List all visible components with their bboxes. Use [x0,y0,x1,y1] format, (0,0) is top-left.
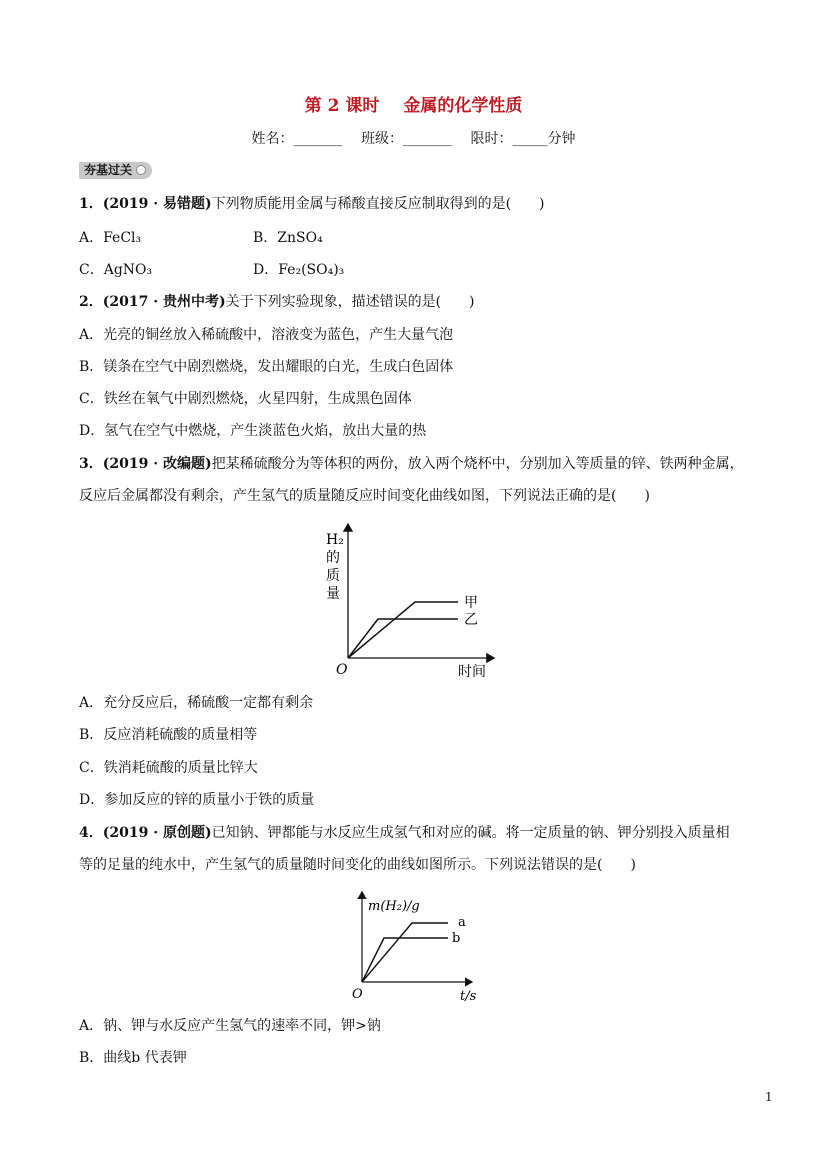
y-label-line-3: 质 [326,568,340,584]
y-label-line-4: 量 [326,586,340,602]
question-source: (2017 · 贵州中考) [102,294,226,310]
q1-option-c: C．AgNO₃ [79,262,153,278]
q3-option-d: D．参加反应的锌的质量小于铁的质量 [79,792,315,808]
question-number: 1． [79,196,103,212]
question-number: 4． [79,825,103,841]
circle-icon [136,165,146,175]
q2-option-a: A．光亮的铜丝放入稀硫酸中，溶液变为蓝色，产生大量气泡 [79,327,454,343]
class-field: 班级：_______ [361,131,452,147]
question-1 [79,194,545,214]
series-label-jia: 甲 [464,595,478,611]
lesson-number: 第 2 课时 [304,96,380,116]
y-label: m(H₂)/g [368,899,420,914]
name-field: 姓名：_______ [251,131,343,147]
series-label-b: b [452,931,461,946]
question-stem: 已知钠、钾都能与水反应生成氢气和对应的碱。将一定质量的钠、钾分别投入质量相 [211,825,730,841]
y-label-line-2: 的 [326,550,340,566]
q3-option-c: C．铁消耗硫酸的质量比锌大 [79,760,258,776]
question-source: (2019 · 改编题) [102,456,212,472]
question-source: (2019 · 易错题) [102,196,212,212]
q3-option-a: A．充分反应后，稀硫酸一定都有剩余 [79,695,314,711]
question-4 [79,823,730,843]
section-badge [79,162,152,179]
series-label-a: a [458,915,466,930]
question-stem: 下列物质能用金属与稀酸直接反应制取得到的是( ) [211,196,545,212]
series-label-yi: 乙 [464,612,478,628]
q1-option-a: A．FeCl₃ [79,230,142,246]
y-label-line-1: H₂ [326,532,344,548]
question-number: 3． [79,456,103,472]
question-number: 2． [79,294,103,310]
q1-option-b: B．ZnSO₄ [253,230,323,246]
page-number: 1 [765,1090,773,1104]
student-info-line [0,128,827,148]
curve-b [362,938,448,982]
question-4-line-2: 等的足量的纯水中，产生氢气的质量随时间变化的曲线如图所示。下列说法错误的是( ) [79,857,636,873]
question-2 [79,292,475,312]
section-badge-label: 夯基过关 [84,163,133,177]
q2-option-b: B．镁条在空气中剧烈燃烧，发出耀眼的白光，生成白色固体 [79,359,454,375]
q3-graph [318,522,498,684]
curve-yi [348,619,458,658]
q4-option-a: A．钠、钾与水反应产生氢气的速率不同，钾>钠 [79,1018,381,1034]
origin-label: O [352,987,363,1002]
q4-graph [348,890,488,1006]
question-3-line-2: 反应后金属都没有剩余，产生氢气的质量随反应时间变化曲线如图，下列说法正确的是( ) [79,488,650,504]
question-stem: 把某稀硫酸分为等体积的两份，放入两个烧杯中，分别加入等质量的锌、铁两种金属， [211,456,744,472]
x-label: t/s [460,989,477,1004]
x-label: 时间 [458,664,486,680]
q1-option-d: D．Fe₂(SO₄)₃ [253,262,345,278]
curve-a [362,923,448,982]
page-title [0,91,827,116]
lesson-topic: 金属的化学性质 [403,96,523,116]
origin-label: O [336,662,348,678]
question-stem: 关于下列实验现象，描述错误的是( ) [225,294,475,310]
q4-option-b: B．曲线b 代表钾 [79,1050,187,1066]
curve-jia [348,602,458,658]
q2-option-c: C．铁丝在氧气中剧烈燃烧，火星四射，生成黑色固体 [79,391,412,407]
question-source: (2019 · 原创题) [102,825,212,841]
q2-option-d: D．氢气在空气中燃烧，产生淡蓝色火焰，放出大量的热 [79,423,427,439]
time-limit-field: 限时：_____分钟 [470,131,576,147]
q3-option-b: B．反应消耗硫酸的质量相等 [79,727,258,743]
question-3 [79,454,744,474]
